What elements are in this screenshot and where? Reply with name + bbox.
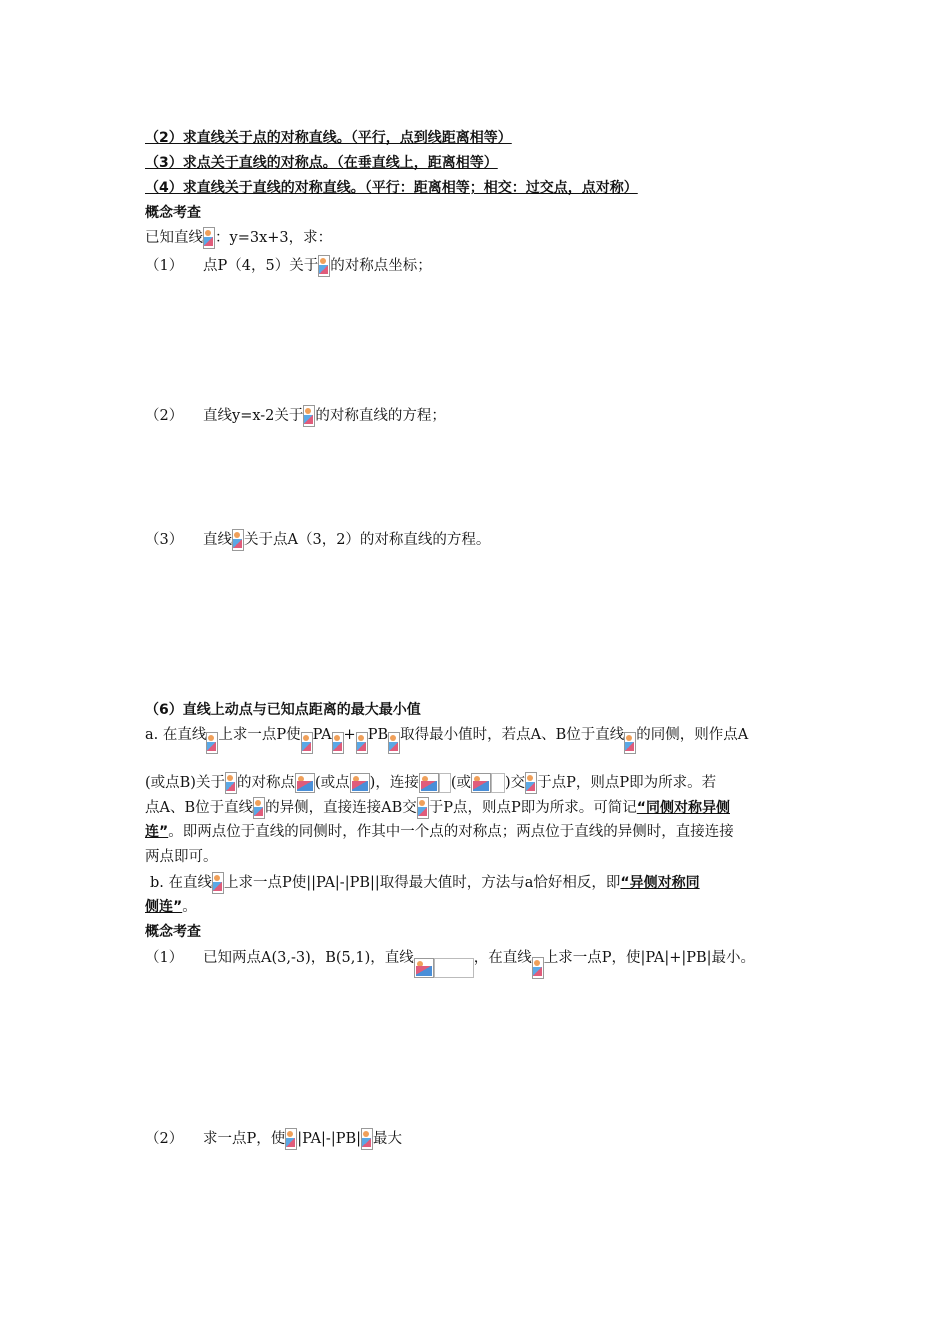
- para-text: PA: [312, 727, 332, 743]
- question-text: 的对称点坐标；: [330, 258, 432, 274]
- image-icon: [356, 732, 368, 754]
- image-frame: [439, 773, 451, 793]
- image-icon: [253, 797, 265, 819]
- heading-2: （2）求直线关于点的对称直线。（平行，点到线距离相等）: [145, 130, 512, 146]
- image-icon: [212, 872, 224, 894]
- para-text: 于点P，则点P即为所求。若: [537, 775, 717, 791]
- para-a-line5: 两点即可。: [145, 849, 218, 865]
- para-text: +: [343, 727, 356, 743]
- para-a-line3: [145, 797, 730, 819]
- image-icon: [388, 732, 400, 754]
- image-icon: [285, 1128, 297, 1150]
- question-1: [145, 255, 432, 277]
- question-text: 直线y=x-2关于: [203, 408, 304, 424]
- para-text: (或点B)关于: [145, 775, 225, 791]
- image-icon: [361, 1128, 373, 1150]
- concept-label-1: 概念考查: [145, 205, 201, 221]
- question-text: 的对称直线的方程；: [315, 408, 446, 424]
- mnemonic-emphasis: “同侧对称异侧: [636, 800, 730, 816]
- heading-3: （3）求点关于直线的对称点。（在垂直线上，距离相等）: [145, 155, 498, 171]
- question-2: [145, 405, 446, 427]
- para-text: a. 在直线: [145, 727, 207, 743]
- para-text: 。即两点位于直线的同侧时，作其中一个点的对称点；两点位于直线的异侧时，直接连接: [168, 824, 734, 840]
- image-icon: [350, 773, 370, 793]
- para-text: 上求一点P使: [218, 727, 301, 743]
- para-text: )交: [505, 775, 526, 791]
- image-icon: [303, 405, 315, 427]
- para-text: 上求一点P使||PA|-|PB||取得最大值时，方法与a恰好相反，即: [224, 875, 621, 891]
- question-text: 已知两点A(3,-3)，B(5,1)，直线: [203, 950, 414, 966]
- question-text: ，在直线: [473, 950, 532, 966]
- image-icon: [203, 227, 215, 249]
- para-text: 的对称点: [236, 775, 295, 791]
- question-number: （1）: [145, 950, 184, 966]
- intro-text-b: ：y=3x+3，求：: [215, 230, 333, 246]
- para-text: 于P点，则点P即为所求。可简记: [428, 800, 637, 816]
- mnemonic-emphasis: “异侧对称同: [620, 875, 700, 891]
- intro-text-a: 已知直线: [145, 230, 203, 246]
- image-icon: [624, 732, 636, 754]
- question-number: （3）: [145, 532, 184, 548]
- image-icon: [414, 958, 434, 978]
- para-text: b. 在直线: [150, 875, 212, 891]
- mnemonic-emphasis: 连”: [145, 824, 169, 840]
- question-number: （2）: [145, 1131, 184, 1147]
- image-icon: [232, 529, 244, 551]
- image-icon: [532, 957, 544, 979]
- para-text: 。: [182, 899, 197, 915]
- question-1-b: [145, 947, 755, 969]
- image-icon: [225, 772, 237, 794]
- question-text: 上求一点P，使|PA|+|PB|最小。: [543, 950, 756, 966]
- image-icon: [295, 773, 315, 793]
- para-a-line4: [145, 822, 734, 842]
- para-a-line1: [145, 724, 810, 746]
- question-text: 关于点A（3，2）的对称直线的方程。: [244, 532, 491, 548]
- image-icon: [419, 773, 439, 793]
- para-text: )，连接: [369, 775, 419, 791]
- para-text: (或点: [314, 775, 350, 791]
- image-icon: [525, 772, 537, 794]
- image-frame: [434, 958, 474, 978]
- heading-4: （4）求直线关于直线的对称直线。（平行：距离相等；相交：过交点，点对称）: [145, 180, 638, 196]
- image-icon: [417, 797, 429, 819]
- concept-label-2: 概念考查: [145, 924, 201, 940]
- question-text: 最大: [373, 1131, 403, 1147]
- question-text: 点P（4，5）关于: [203, 258, 319, 274]
- para-a-line2: [145, 772, 716, 794]
- para-text: PB: [367, 727, 389, 743]
- para-b-line1: [150, 872, 700, 894]
- para-text: 取得最小值时，若点A、B位于直线: [400, 727, 625, 743]
- heading-6: （6）直线上动点与已知点距离的最大最小值: [145, 702, 421, 718]
- para-text: 点A、B位于直线: [145, 800, 254, 816]
- question-number: （1）: [145, 258, 184, 274]
- image-icon: [318, 255, 330, 277]
- mnemonic-emphasis: 侧连”: [145, 899, 183, 915]
- problem-intro: [145, 227, 332, 249]
- image-icon: [301, 732, 313, 754]
- question-text: 直线: [203, 532, 232, 548]
- question-2-b: [145, 1128, 402, 1150]
- image-icon: [332, 732, 344, 754]
- image-icon: [471, 773, 491, 793]
- question-text: 求一点P，使: [203, 1131, 286, 1147]
- question-3: [145, 529, 490, 551]
- question-text: |PA|-|PB|: [297, 1131, 362, 1147]
- para-text: 的异侧，直接连接AB交: [265, 800, 417, 816]
- question-number: （2）: [145, 408, 184, 424]
- image-icon: [206, 732, 218, 754]
- image-frame: [491, 773, 505, 793]
- para-text: 的同侧，则作点A: [636, 727, 749, 743]
- para-text: (或: [450, 775, 471, 791]
- para-b-line2: [145, 897, 197, 917]
